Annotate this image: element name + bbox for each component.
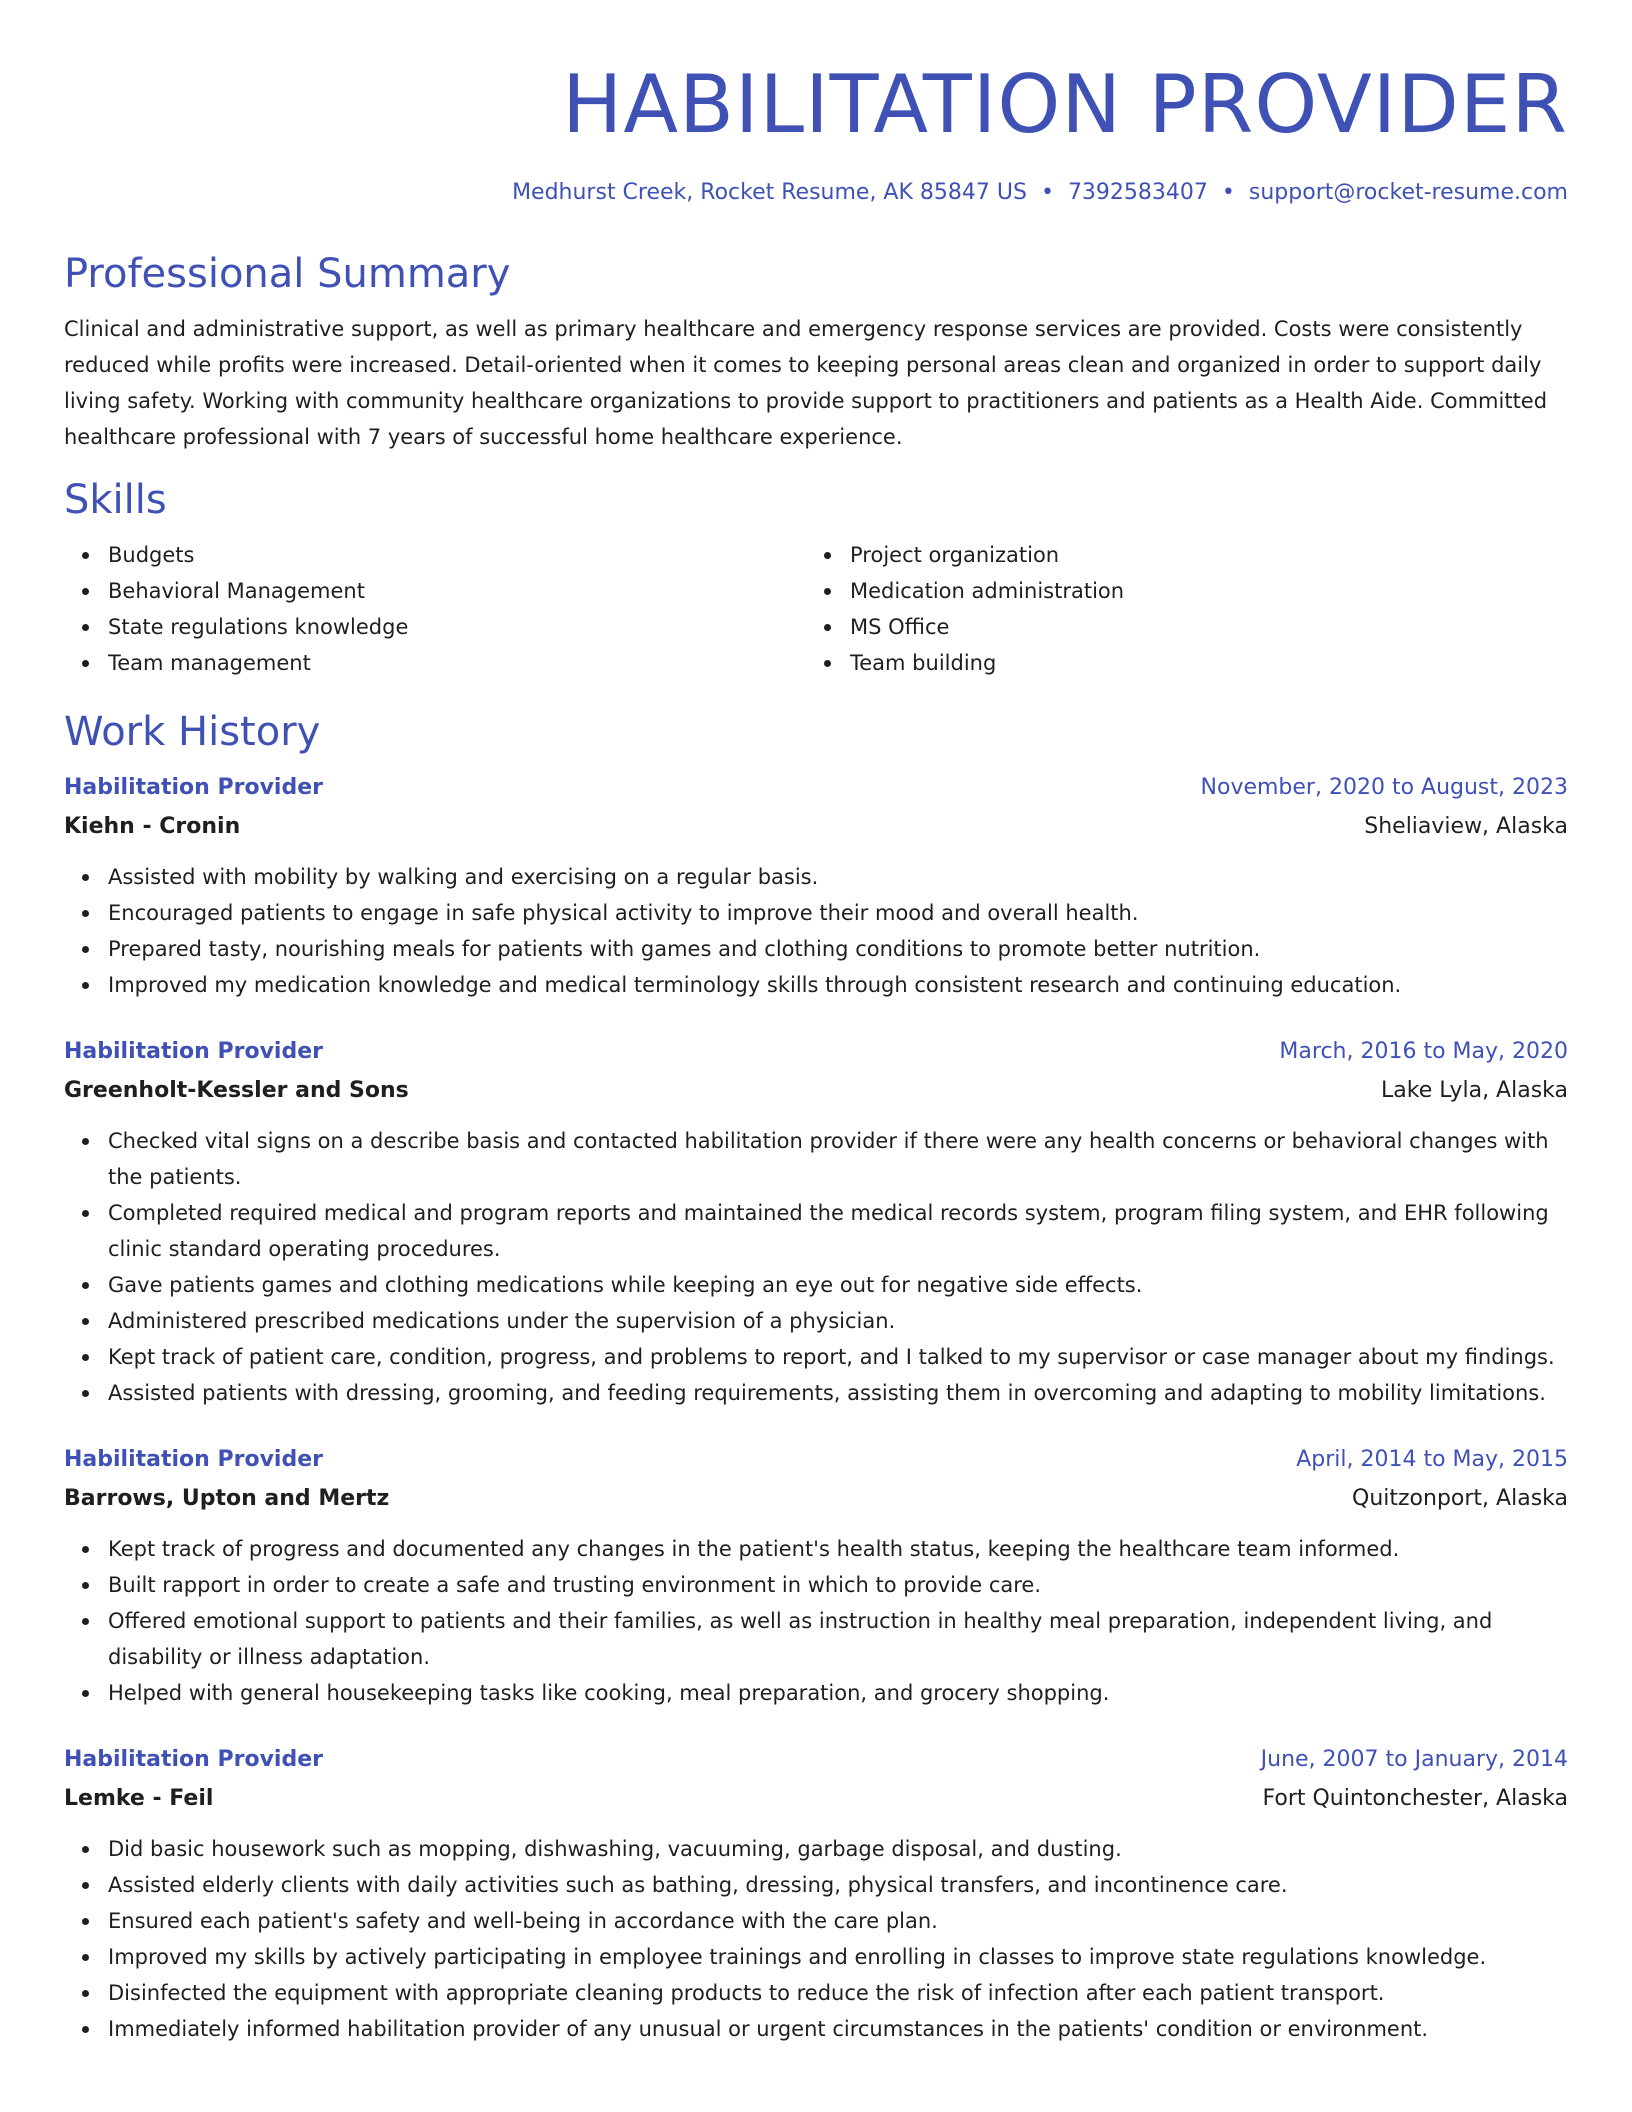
job-bullet: Ensured each patient's safety and well-being in accordance with the care plan. bbox=[108, 1903, 1568, 1939]
contact-separator: • bbox=[1040, 180, 1054, 205]
job-location: Fort Quintonchester, Alaska bbox=[1262, 1786, 1568, 1811]
job-bullet: Kept track of patient care, condition, progress, and problems to report, and I talked to my supervisor or case manager about my findings. bbox=[108, 1339, 1568, 1375]
job-entry bbox=[64, 769, 1568, 1003]
skill-item: Medication administration bbox=[850, 573, 1548, 609]
job-location: Lake Lyla, Alaska bbox=[1381, 1078, 1568, 1103]
job-entry bbox=[64, 1441, 1568, 1711]
job-bullet: Helped with general housekeeping tasks like cooking, meal preparation, and grocery shopping. bbox=[108, 1675, 1568, 1711]
job-title-row bbox=[64, 1741, 1568, 1779]
skills-list-right bbox=[806, 537, 1548, 681]
job-bullet: Administered prescribed medications under the supervision of a physician. bbox=[108, 1303, 1568, 1339]
contact-address: Medhurst Creek, Rocket Resume, AK 85847 US bbox=[512, 180, 1027, 205]
job-dates: March, 2016 to May, 2020 bbox=[1279, 1039, 1568, 1064]
job-title: Habilitation Provider bbox=[64, 1447, 323, 1472]
job-dates: April, 2014 to May, 2015 bbox=[1296, 1447, 1568, 1472]
contact-separator: • bbox=[1221, 180, 1235, 205]
job-company-row bbox=[64, 1479, 1568, 1519]
skill-item: Project organization bbox=[850, 537, 1548, 573]
job-bullet: Encouraged patients to engage in safe physical activity to improve their mood and overall health. bbox=[108, 895, 1568, 931]
skills-list-left bbox=[64, 537, 806, 681]
job-bullet: Assisted with mobility by walking and exercising on a regular basis. bbox=[108, 859, 1568, 895]
job-bullet: Prepared tasty, nourishing meals for patients with games and clothing conditions to promote better nutrition. bbox=[108, 931, 1568, 967]
job-company-row bbox=[64, 807, 1568, 847]
job-bullet: Gave patients games and clothing medications while keeping an eye out for negative side effects. bbox=[108, 1267, 1568, 1303]
contact-email[interactable]: support@rocket-resume.com bbox=[1248, 180, 1568, 205]
job-bullet-list bbox=[64, 859, 1568, 1003]
job-bullet: Completed required medical and program reports and maintained the medical records system, program filing system, and EHR following clinic standard operating procedures. bbox=[108, 1195, 1568, 1267]
job-bullet: Checked vital signs on a describe basis and contacted habilitation provider if there were any health concerns or behavioral changes with the patients. bbox=[108, 1123, 1568, 1195]
job-company: Greenholt-Kessler and Sons bbox=[64, 1078, 409, 1103]
job-bullet: Disinfected the equipment with appropriate cleaning products to reduce the risk of infection after each patient transport. bbox=[108, 1975, 1568, 2011]
job-location: Sheliaview, Alaska bbox=[1364, 814, 1568, 839]
skill-item: Team building bbox=[850, 645, 1548, 681]
job-bullet: Assisted patients with dressing, grooming, and feeding requirements, assisting them in overcoming and adapting to mobility limitations. bbox=[108, 1375, 1568, 1411]
skill-item: State regulations knowledge bbox=[108, 609, 806, 645]
job-company: Barrows, Upton and Mertz bbox=[64, 1486, 390, 1511]
job-location: Quitzonport, Alaska bbox=[1352, 1486, 1568, 1511]
job-title: Habilitation Provider bbox=[64, 775, 323, 800]
job-bullet: Kept track of progress and documented any changes in the patient's health status, keeping the healthcare team informed. bbox=[108, 1531, 1568, 1567]
job-entry bbox=[64, 1741, 1568, 2047]
job-bullet: Improved my skills by actively participating in employee trainings and enrolling in classes to improve state regulations knowledge. bbox=[108, 1939, 1568, 1975]
job-bullet: Improved my medication knowledge and medical terminology skills through consistent research and continuing education. bbox=[108, 967, 1568, 1003]
job-title-row bbox=[64, 1441, 1568, 1479]
skill-item: Behavioral Management bbox=[108, 573, 806, 609]
skills-grid bbox=[64, 537, 1568, 681]
job-bullet: Immediately informed habilitation provider of any unusual or urgent circumstances in the patients' condition or environment. bbox=[108, 2011, 1568, 2047]
summary-section-title: Professional Summary bbox=[64, 251, 511, 297]
contact-phone: 7392583407 bbox=[1067, 180, 1208, 205]
skill-item: Team management bbox=[108, 645, 806, 681]
job-bullet: Built rapport in order to create a safe and trusting environment in which to provide care. bbox=[108, 1567, 1568, 1603]
job-bullet-list bbox=[64, 1123, 1568, 1411]
work-history-section-title: Work History bbox=[64, 709, 321, 755]
job-title-row bbox=[64, 769, 1568, 807]
skills-section-title: Skills bbox=[64, 477, 167, 523]
resume-page bbox=[64, 0, 1568, 2047]
job-company-row bbox=[64, 1071, 1568, 1111]
job-company: Kiehn - Cronin bbox=[64, 814, 241, 839]
skill-item: Budgets bbox=[108, 537, 806, 573]
job-entry bbox=[64, 1033, 1568, 1411]
job-bullet-list bbox=[64, 1831, 1568, 2047]
job-company-row bbox=[64, 1779, 1568, 1819]
resume-name-heading: HABILITATION PROVIDER bbox=[562, 58, 1568, 151]
job-dates: November, 2020 to August, 2023 bbox=[1200, 775, 1568, 800]
job-title-row bbox=[64, 1033, 1568, 1071]
contact-line bbox=[64, 176, 1568, 210]
job-bullet-list bbox=[64, 1531, 1568, 1711]
skill-item: MS Office bbox=[850, 609, 1548, 645]
summary-text: Clinical and administrative support, as well as primary healthcare and emergency response services are provided. Costs were consistently reduced while profits were increased. Detail-oriented when it comes to keeping personal areas clean and organized in order to support daily living safety. Working with community healthcare organizations to provide support to practitioners and patients as a Health Aide. Committed healthcare professional with 7 years of successful home healthcare experience. bbox=[64, 317, 1548, 449]
job-title: Habilitation Provider bbox=[64, 1747, 323, 1772]
job-dates: June, 2007 to January, 2014 bbox=[1260, 1747, 1568, 1772]
job-bullet: Assisted elderly clients with daily activities such as bathing, dressing, physical transfers, and incontinence care. bbox=[108, 1867, 1568, 1903]
job-bullet: Did basic housework such as mopping, dishwashing, vacuuming, garbage disposal, and dusting. bbox=[108, 1831, 1568, 1867]
job-company: Lemke - Feil bbox=[64, 1786, 214, 1811]
job-bullet: Offered emotional support to patients and their families, as well as instruction in healthy meal preparation, independent living, and disability or illness adaptation. bbox=[108, 1603, 1568, 1675]
job-title: Habilitation Provider bbox=[64, 1039, 323, 1064]
